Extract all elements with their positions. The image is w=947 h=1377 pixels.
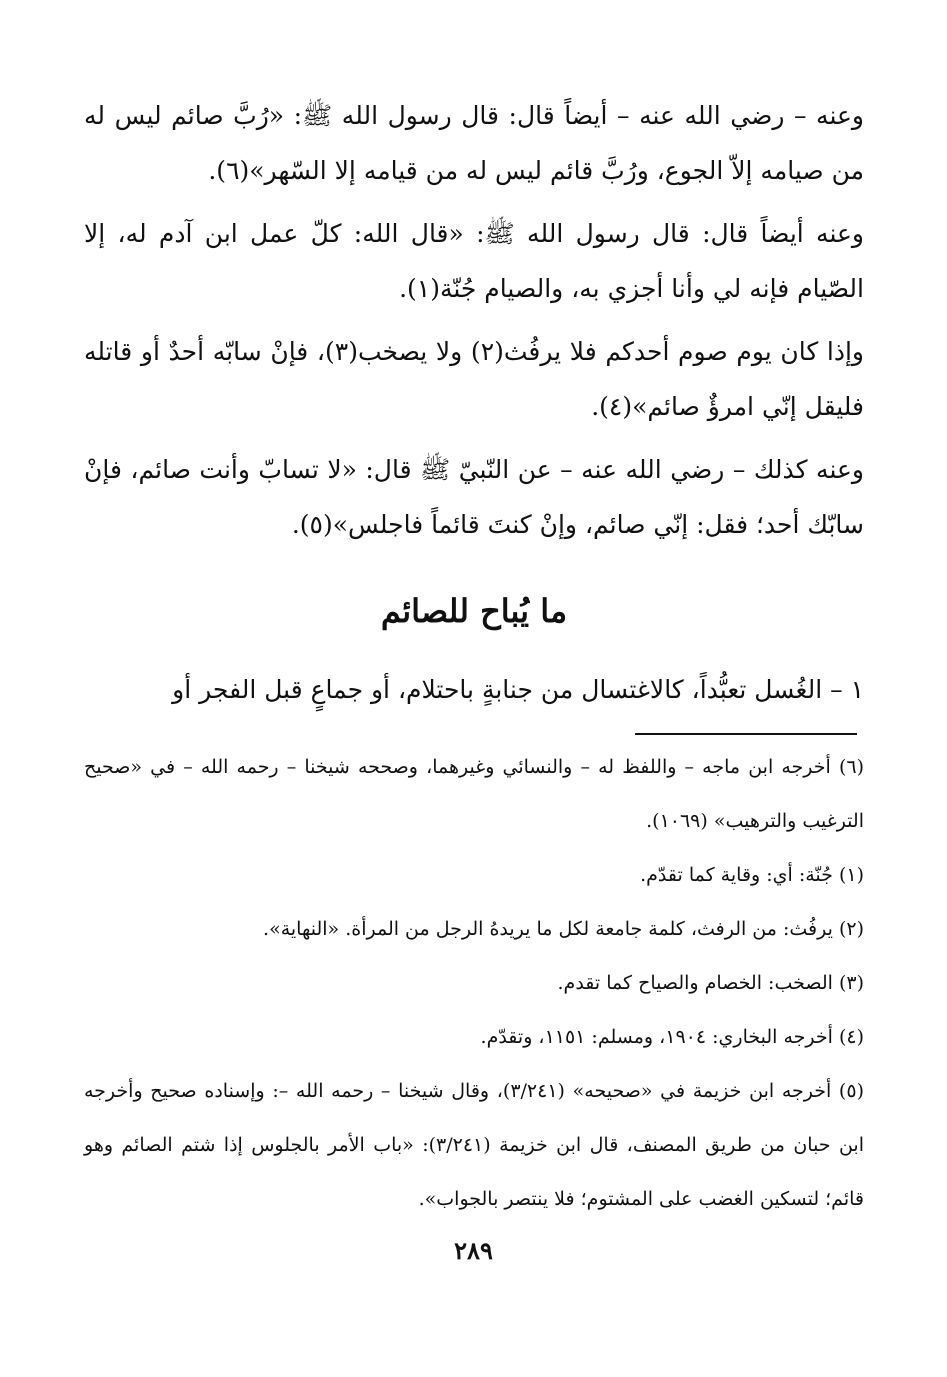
- footnote-1: (١) جُنّة: أي: وقاية كما تقدّم.: [640, 864, 864, 886]
- footnote-2: (٢) يرفُث: من الرفث، كلمة جامعة لكل ما يريدهُ الرجل من المرأة. «النهاية».: [263, 918, 864, 940]
- footnotes: [84, 740, 864, 1226]
- section-heading: ما يُباح للصائم: [380, 592, 568, 630]
- footnote-3: (٣) الصخب: الخصام والصياح كما تقدم.: [557, 972, 864, 994]
- footnote-4: (٤) أخرجه البخاري: ١٩٠٤، ومسلم: ١١٥١، وتقدّم.: [480, 1026, 864, 1048]
- main-text: [84, 88, 864, 725]
- footnote-6: (٦) أخرجه ابن ماجه – واللفظ له – والنسائي وغيرهما، وصححه شيخنا – رحمه الله – في «صحيح الترغيب والترهيب» (١٠٦٩).: [84, 756, 864, 832]
- paragraph-hadith-1: وعنه – رضي الله عنه – أيضاً قال: قال رسول الله ﷺ: «رُبَّ صائم ليس له من صيامه إلاّ الجوع، ورُبَّ قائم ليس له من قيامه إلا السّهر»(٦).: [84, 101, 864, 185]
- paragraph-hadith-2-cont: وإذا كان يوم صوم أحدكم فلا يرفُث(٢) ولا يصخب(٣)، فإنْ سابّه أحدٌ أو قاتله فليقل إنّي امرؤٌ صائم»(٤).: [84, 337, 864, 421]
- footnote-5: (٥) أخرجه ابن خزيمة في «صحيحه» (٣/٢٤١)، وقال شيخنا – رحمه الله –: وإسناده صحيح وأخرجه ابن حبان من طريق المصنف، قال ابن خزيمة (٣/٢٤١): «باب الأمر بالجلوس إذا شتم الصائم وهو قائم؛ لتسكين الغضب على المشتوم؛ فلا ينتصر بالجواب».: [84, 1080, 864, 1210]
- paragraph-hadith-3: وعنه كذلك – رضي الله عنه – عن النّبيّ ﷺ قال: «لا تسابّ وأنت صائم، فإنْ سابّك أحد؛ فقل: إنّي صائم، وإنْ كنتَ قائماً فاجلس»(٥).: [84, 455, 864, 539]
- footnote-divider: [635, 733, 857, 735]
- page-number: ٢٨٩: [454, 1236, 493, 1265]
- paragraph-hadith-2: وعنه أيضاً قال: قال رسول الله ﷺ: «قال الله: كلّ عمل ابن آدم له، إلا الصّيام فإنه لي وأنا أجزي به، والصيام جُنّة(١).: [84, 219, 864, 303]
- list-item-1: ١ – الغُسل تعبُّداً، كالاغتسال من جنابةٍ باحتلام، أو جماعٍ قبل الفجر أو: [172, 675, 864, 704]
